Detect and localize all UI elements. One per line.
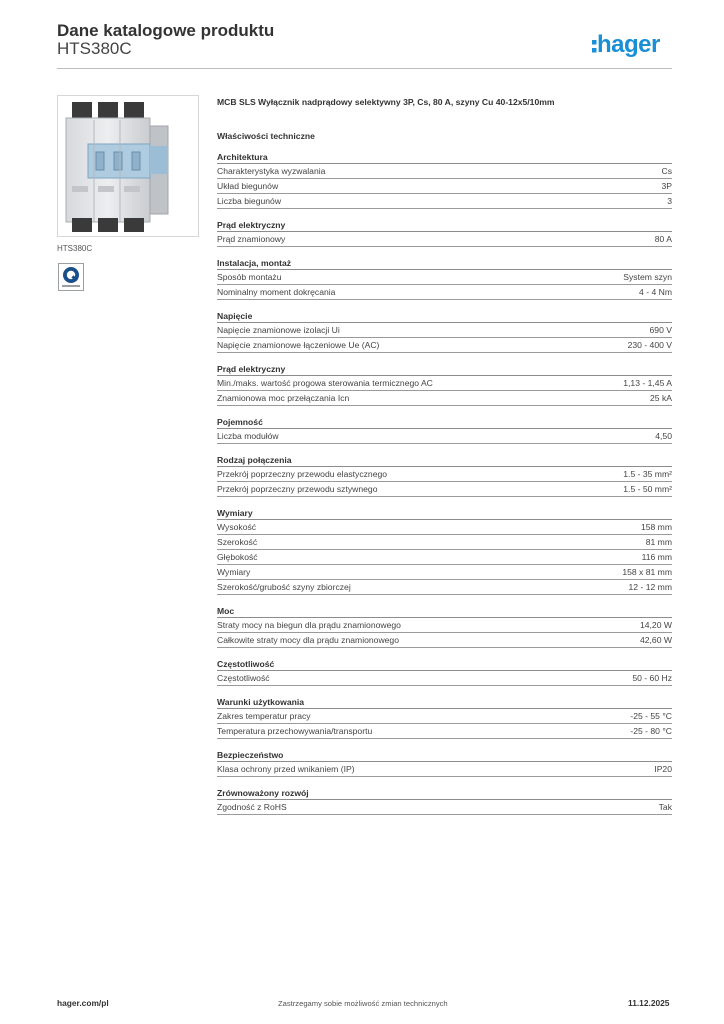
spec-label: Częstotliwość <box>217 673 270 683</box>
spec-value: 50 - 60 Hz <box>632 673 672 683</box>
spec-row <box>217 800 672 815</box>
spec-label: Charakterystyka wyzwalania <box>217 166 326 176</box>
spec-value: 158 mm <box>640 522 672 532</box>
spec-value: 4 - 4 Nm <box>639 287 672 297</box>
spec-section <box>217 604 672 648</box>
hager-logo <box>592 28 674 58</box>
spec-section <box>217 695 672 739</box>
product-image <box>57 95 199 237</box>
spec-row <box>217 580 672 595</box>
spec-label: Układ biegunów <box>217 181 279 191</box>
spec-row <box>217 338 672 353</box>
spec-label: Przekrój poprzeczny przewodu elastycznego <box>217 469 388 479</box>
spec-value: 116 mm <box>641 552 672 562</box>
spec-row <box>217 429 672 444</box>
spec-label: Napięcie znamionowe łączeniowe Ue (AC) <box>217 340 380 350</box>
spec-value: 230 - 400 V <box>627 340 672 350</box>
spec-section <box>217 415 672 444</box>
spec-section <box>217 657 672 686</box>
spec-row <box>217 391 672 406</box>
spec-section <box>217 362 672 406</box>
spec-label: Wymiary <box>217 567 251 577</box>
spec-label: Straty mocy na biegun dla prądu znamionowego <box>217 620 401 630</box>
spec-value: 12 - 12 mm <box>628 582 672 592</box>
spec-section-title: Napięcie <box>217 309 672 323</box>
spec-row <box>217 520 672 535</box>
spec-section-title: Prąd elektryczny <box>217 362 672 376</box>
footer-date: 11.12.2025 <box>628 998 670 1008</box>
spec-value: 42,60 W <box>639 635 672 645</box>
spec-label: Znamionowa moc przełączania Icn <box>217 393 350 403</box>
page-title: Dane katalogowe produktu <box>57 21 275 40</box>
spec-value: 3P <box>661 181 672 191</box>
spec-value: 1,13 - 1,45 A <box>623 378 672 388</box>
logo-wordmark: hager <box>597 31 660 58</box>
spec-value: IP20 <box>654 764 672 774</box>
spec-section-title: Zrównoważony rozwój <box>217 786 672 800</box>
spec-section-title: Pojemność <box>217 415 672 429</box>
spec-label: Liczba biegunów <box>217 196 282 206</box>
spec-section <box>217 218 672 247</box>
spec-value: 3 <box>667 196 672 206</box>
spec-section-title: Bezpieczeństwo <box>217 748 672 762</box>
spec-value: 81 mm <box>645 537 672 547</box>
spec-row <box>217 232 672 247</box>
spec-value: 80 A <box>654 234 672 244</box>
spec-section-title: Prąd elektryczny <box>217 218 672 232</box>
specifications-table <box>217 150 672 824</box>
header-divider <box>57 68 672 69</box>
spec-row <box>217 482 672 497</box>
spec-row <box>217 323 672 338</box>
spec-value: System szyn <box>623 272 672 282</box>
spec-value: 25 kA <box>650 393 672 403</box>
technical-properties-heading: Właściwości techniczne <box>217 131 315 141</box>
spec-label: Sposób montażu <box>217 272 282 282</box>
spec-label: Temperatura przechowywania/transportu <box>217 726 373 736</box>
spec-section <box>217 748 672 777</box>
spec-row <box>217 194 672 209</box>
spec-row <box>217 270 672 285</box>
spec-label: Napięcie znamionowe izolacji Ui <box>217 325 340 335</box>
spec-section <box>217 150 672 209</box>
spec-label: Zgodność z RoHS <box>217 802 287 812</box>
spec-value: 1.5 - 35 mm² <box>623 469 672 479</box>
spec-value: Tak <box>658 802 672 812</box>
spec-value: Cs <box>661 166 672 176</box>
spec-section <box>217 256 672 300</box>
spec-label: Wysokość <box>217 522 257 532</box>
spec-section <box>217 453 672 497</box>
circuit-breaker-image <box>58 96 198 236</box>
spec-section-title: Częstotliwość <box>217 657 672 671</box>
spec-label: Przekrój poprzeczny przewodu sztywnego <box>217 484 378 494</box>
spec-section-title: Warunki użytkowania <box>217 695 672 709</box>
spec-row <box>217 709 672 724</box>
footer-disclaimer: Zastrzegamy sobie możliwość zmian technicznych <box>278 999 448 1008</box>
product-code-caption: HTS380C <box>57 244 93 253</box>
spec-row <box>217 179 672 194</box>
spec-row <box>217 550 672 565</box>
spec-section-title: Wymiary <box>217 506 672 520</box>
quality-q-badge-icon <box>58 263 84 291</box>
footer-website[interactable]: hager.com/pl <box>57 998 109 1008</box>
spec-section-title: Rodzaj połączenia <box>217 453 672 467</box>
spec-row <box>217 633 672 648</box>
spec-label: Min./maks. wartość progowa sterowania termicznego AC <box>217 378 433 388</box>
spec-row <box>217 467 672 482</box>
spec-value: 14,20 W <box>639 620 672 630</box>
spec-value: 1.5 - 50 mm² <box>623 484 672 494</box>
spec-section <box>217 309 672 353</box>
spec-row <box>217 164 672 179</box>
spec-label: Prąd znamionowy <box>217 234 286 244</box>
page-subtitle: HTS380C <box>57 39 132 58</box>
spec-section <box>217 506 672 595</box>
spec-section-title: Architektura <box>217 150 672 164</box>
spec-label: Szerokość <box>217 537 258 547</box>
spec-section <box>217 786 672 815</box>
spec-row <box>217 671 672 686</box>
spec-section-title: Moc <box>217 604 672 618</box>
spec-row <box>217 724 672 739</box>
spec-row <box>217 618 672 633</box>
spec-label: Liczba modułów <box>217 431 279 441</box>
spec-row <box>217 535 672 550</box>
spec-value: 4,50 <box>655 431 672 441</box>
product-description: MCB SLS Wyłącznik nadprądowy selektywny 3P, Cs, 80 A, szyny Cu 40-12x5/10mm <box>217 97 555 107</box>
spec-value: 690 V <box>649 325 672 335</box>
spec-label: Szerokość/grubość szyny zbiorczej <box>217 582 351 592</box>
spec-label: Nominalny moment dokręcania <box>217 287 336 297</box>
spec-value: 158 x 81 mm <box>622 567 672 577</box>
spec-label: Głębokość <box>217 552 258 562</box>
spec-row <box>217 285 672 300</box>
spec-label: Całkowite straty mocy dla prądu znamionowego <box>217 635 399 645</box>
spec-value: -25 - 80 °C <box>630 726 672 736</box>
spec-label: Klasa ochrony przed wnikaniem (IP) <box>217 764 355 774</box>
spec-section-title: Instalacja, montaż <box>217 256 672 270</box>
spec-row <box>217 565 672 580</box>
spec-row <box>217 376 672 391</box>
spec-value: -25 - 55 °C <box>630 711 672 721</box>
spec-label: Zakres temperatur pracy <box>217 711 311 721</box>
spec-row <box>217 762 672 777</box>
